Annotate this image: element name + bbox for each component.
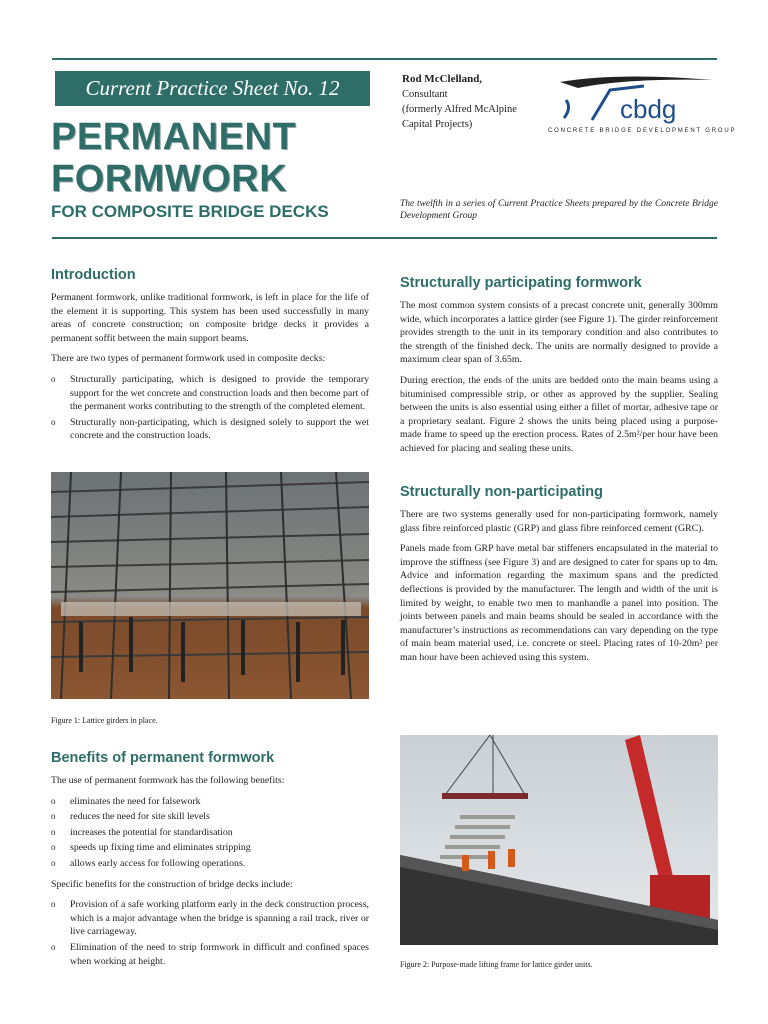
participating-p1: The most common system consists of a precast concrete unit, generally 300mm wide, which incorporates a lattice girder (see Figure 1). The girder reinforcement provides strength to the unit in its temporary condition and also contributes to the strength of the finished deck. The units are normally designed to provide a maximum clear span of 3.65m. — [400, 300, 718, 366]
participating-text — [400, 299, 718, 463]
benefits-list-2 — [51, 898, 369, 968]
nonparticipating-heading: Structurally non-participating — [400, 484, 604, 500]
figure-1-image — [51, 472, 369, 699]
participating-p2: During erection, the ends of the units are bedded onto the main beams using a bituminised compressible strip, or other as approved by the supplier. Sealing between the units is also essential using either a fillet of mortar, adhesive tape or a proprietary sealant. Figure 2 shows the units being placed using a purpose-made frame to speed up the erection process. Rates of 2.5m²/per hour have been achieved for placing and sealing these units. — [400, 374, 718, 454]
bridge-benefit-1: o Provision of a safe working platform early in the deck construction process, which is a major advantage when the bridge is spanning a rail track, river or live carriageway. — [51, 898, 369, 939]
author-former-2: Capital Projects) — [402, 119, 473, 130]
benefits-p2: Specific benefits for the construction of bridge decks include: — [51, 878, 293, 890]
benefits-text — [51, 774, 369, 975]
bridge-benefit-2: o Elimination of the need to strip formwork in difficult and confined spaces when working at height. — [51, 941, 369, 968]
author-role: Consultant — [402, 89, 448, 100]
benefit-item-1: o eliminates the need for falsework — [51, 795, 369, 809]
figure-1-caption: Figure 1: Lattice girders in place. — [51, 716, 158, 725]
logo-subtext: CONCRETE BRIDGE DEVELOPMENT GROUP — [548, 128, 737, 134]
benefits-p1: The use of permanent formwork has the following benefits: — [51, 775, 285, 786]
benefit-item-2: o reduces the need for site skill levels — [51, 810, 369, 824]
figure-2-caption: Figure 2: Purpose-made lifting frame for lattice girder units. — [400, 960, 593, 969]
author-block — [402, 72, 517, 132]
title-line-1: PERMANENT — [51, 116, 297, 158]
participating-heading: Structurally participating formwork — [400, 275, 642, 291]
intro-list — [51, 373, 369, 443]
intro-heading: Introduction — [51, 267, 136, 283]
intro-p1: Permanent formwork, unlike traditional formwork, is left in place for the life of the element it is supporting. This system has been used successfully in many areas of concrete construction; on composite bridge decks it provides a permanent soffit between the main support beams. — [51, 292, 369, 344]
figure-2-image — [400, 735, 718, 945]
intro-p2: There are two types of permanent formwork used in composite decks: — [51, 353, 326, 365]
top-rule — [52, 58, 717, 60]
benefit-item-4: o speeds up fixing time and eliminates stripping — [51, 841, 369, 855]
series-note: The twelfth in a series of Current Practice Sheets prepared by the Concrete Bridge Development Group — [400, 199, 718, 221]
intro-item-1: o Structurally participating, which is designed to provide the temporary support for the wet concrete and construction loads and then become part of the permanent works contributing to the strength of the completed element. — [51, 373, 369, 414]
sheet-badge: Current Practice Sheet No. 12 — [55, 71, 370, 106]
author-name: Rod McClelland, — [402, 73, 483, 85]
nonparticipating-p1: There are two systems generally used for non-participating formwork, namely glass fibre reinforced plastic (GRP) and glass fibre reinforced cement (GRC). — [400, 509, 718, 534]
intro-text — [51, 291, 369, 450]
nonparticipating-text — [400, 508, 718, 672]
intro-item-2: o Structurally non-participating, which is designed solely to support the wet concrete and the construction loads. — [51, 416, 369, 443]
title-line-2: FORMWORK — [51, 158, 288, 200]
benefit-item-3: o increases the potential for standardisation — [51, 826, 369, 840]
author-former: (formerly Alfred McAlpine — [402, 104, 517, 115]
benefits-heading: Benefits of permanent formwork — [51, 750, 275, 766]
header-divider — [52, 237, 717, 239]
benefits-list — [51, 795, 369, 871]
subtitle: FOR COMPOSITE BRIDGE DECKS — [51, 202, 329, 221]
benefit-item-5: o allows early access for following operations. — [51, 857, 369, 871]
logo-wordmark: cbdg — [620, 94, 677, 124]
nonparticipating-p2: Panels made from GRP have metal bar stiffeners encapsulated in the material to improve the stiffness (see Figure 3) and are designed to cater for spans up to 4m. Advice and information regarding the maximum spans and the predicted deflections is provided by the manufacturer. The length and width of the unit is limited by weight, to enable two men to manhandle a panel into position. The joints between panels and main beams should be sealed in accordance with the manufacturer’s instructions as recommendations can vary depending on the type of main beam material used, i.e. concrete or steel. Placing rates of 10-20m² per man hour have been achieved using this system. — [400, 543, 718, 663]
